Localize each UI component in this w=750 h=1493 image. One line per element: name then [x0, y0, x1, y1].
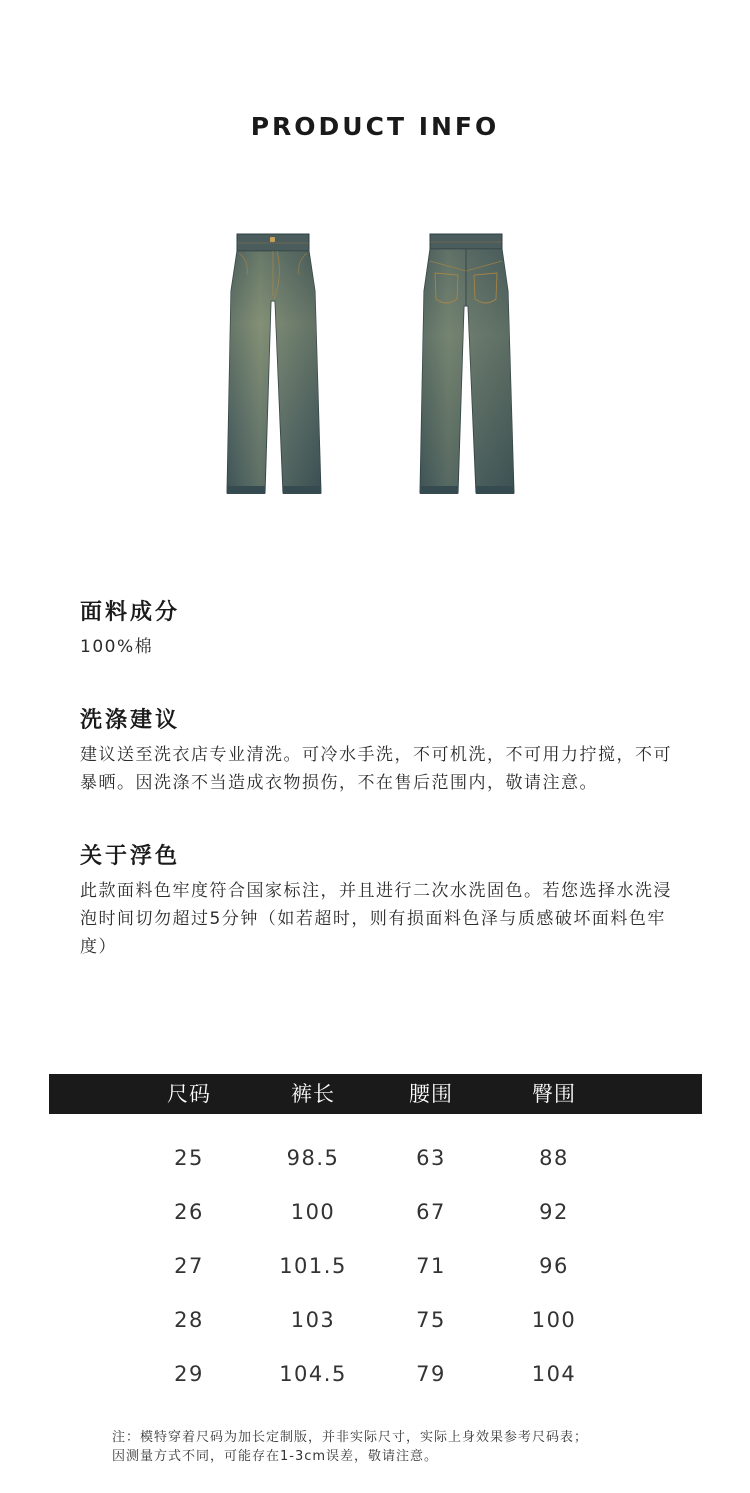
table-row	[0, 1254, 750, 1284]
cell-waist: 79	[416, 1362, 446, 1386]
jeans-back-image	[418, 231, 518, 499]
table-row	[0, 1146, 750, 1176]
section-text-washing: 建议送至洗衣店专业清洗。可冷水手洗，不可机洗，不可用力拧搅，不可暴晒。因洗涤不当造成衣物损伤，不在售后范围内，敬请注意。	[80, 745, 672, 793]
section-heading-washing: 洗涤建议	[80, 708, 181, 733]
section-text-color-bleed: 此款面料色牢度符合国家标注，并且进行二次水洗固色。若您选择水洗浸泡时间切勿超过5分钟（如若超时，则有损面料色泽与质感破坏面料色牢度）	[80, 881, 672, 957]
table-row	[0, 1308, 750, 1338]
table-row	[0, 1362, 750, 1392]
cell-waist: 71	[416, 1254, 446, 1278]
cell-waist: 67	[416, 1200, 446, 1224]
header-length: 裤长	[291, 1082, 335, 1106]
cell-size: 25	[174, 1146, 204, 1170]
cell-hip: 100	[531, 1308, 577, 1332]
cell-size: 26	[174, 1200, 204, 1224]
size-table-header	[49, 1074, 702, 1114]
cell-hip: 96	[539, 1254, 569, 1278]
footnote-line-1: 注：模特穿着尺码为加长定制版，并非实际尺寸，实际上身效果参考尺码表；	[112, 1430, 589, 1445]
cell-size: 28	[174, 1308, 204, 1332]
jeans-front-image	[225, 231, 325, 499]
header-size: 尺码	[167, 1082, 211, 1106]
header-waist: 腰围	[409, 1082, 453, 1106]
cell-waist: 75	[416, 1308, 446, 1332]
cell-hip: 92	[539, 1200, 569, 1224]
cell-length: 103	[290, 1308, 336, 1332]
cell-hip: 88	[539, 1146, 569, 1170]
cell-hip: 104	[531, 1362, 577, 1386]
cell-size: 29	[174, 1362, 204, 1386]
cell-length: 101.5	[279, 1254, 347, 1278]
cell-length: 104.5	[279, 1362, 347, 1386]
section-heading-fabric: 面料成分	[80, 600, 181, 625]
header-hip: 臀围	[532, 1082, 576, 1106]
section-text-fabric: 100%棉	[80, 637, 154, 657]
cell-size: 27	[174, 1254, 204, 1278]
table-row	[0, 1200, 750, 1230]
cell-length: 100	[290, 1200, 336, 1224]
footnote-line-2: 因测量方式不同，可能存在1-3cm误差，敬请注意。	[112, 1449, 439, 1464]
cell-length: 98.5	[286, 1146, 340, 1170]
cell-waist: 63	[416, 1146, 446, 1170]
page-title: PRODUCT INFO	[250, 112, 500, 141]
section-heading-color-bleed: 关于浮色	[80, 844, 181, 869]
